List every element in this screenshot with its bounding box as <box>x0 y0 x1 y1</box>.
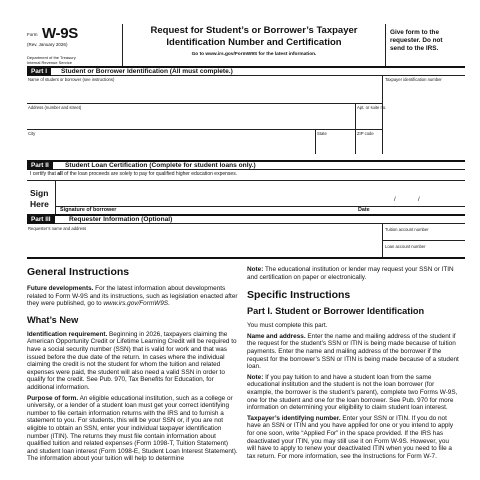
future-developments-paragraph <box>27 285 239 308</box>
tin-label: Taxpayer identification number <box>385 77 442 82</box>
future-text: For the latest information about developments related to Form W-9S and its instructions, such as legislation enacted after they were published, go to <box>27 285 238 308</box>
student-name-label: Name of student or borrower (see instructions) <box>28 77 115 82</box>
department-line: Department of the Treasury <box>27 55 76 60</box>
give-line3: send to the IRS. <box>390 44 439 52</box>
general-instructions-heading: General Instructions <box>27 266 130 278</box>
apt-divider <box>355 103 356 129</box>
identification-paragraph <box>27 331 239 392</box>
part2-title: Student Loan Certification (Complete for student loans only.) <box>65 162 256 169</box>
address-label: Address (number and street) <box>28 105 82 110</box>
signature-label: Signature of borrower <box>60 207 117 213</box>
part3-title: Requester Information (Optional) <box>69 216 173 223</box>
whats-new-heading: What’s New <box>27 314 79 325</box>
form-title-block <box>123 24 385 66</box>
rule-form-bottom <box>27 257 465 259</box>
rule-tuition <box>382 240 465 241</box>
date-slash-2: / <box>418 197 420 203</box>
give-line2: requester. Do not <box>390 36 443 44</box>
apt-field[interactable] <box>357 111 381 129</box>
part1-header <box>27 66 465 76</box>
tin-field[interactable] <box>385 83 465 103</box>
rule-cert-bottom <box>27 180 465 181</box>
city-label: City <box>28 131 36 136</box>
sign-divider <box>55 180 56 214</box>
rule-name-bottom <box>27 103 382 104</box>
future-end: . <box>168 300 170 308</box>
date-slash-1: / <box>394 197 396 203</box>
state-field[interactable] <box>317 137 353 154</box>
note2-bold: Note: <box>247 373 264 381</box>
certify-bold: all <box>57 171 63 177</box>
form-title-line1: Request for Student’s or Borrower’s Taxpayer <box>150 25 358 36</box>
rule-address-bottom <box>27 129 382 130</box>
give-form-notice <box>385 24 465 66</box>
instructions-right-column <box>247 266 459 463</box>
form-title-line2: Identification Number and Certification <box>166 37 342 48</box>
state-divider <box>315 129 316 154</box>
address-field[interactable] <box>28 111 353 129</box>
tuition-account-field[interactable] <box>385 232 465 240</box>
zip-divider <box>355 129 356 154</box>
note2-text: If you pay tuition to and have a student loan from the same educational institution and the student is not the loan borrower (for example, the borrower is the student’s parent), complete two Forms W-9S, one for the student and one for the loan borrower. See Pub. 970 for more information on determining your eligibility to claim student loan interest. <box>247 373 458 412</box>
part1-title: Student or Borrower Identification (All must complete.) <box>61 68 233 75</box>
tin-divider <box>382 76 383 154</box>
certify-suffix: of the loan proceeds are solely to pay for qualified higher education expenses. <box>62 171 238 177</box>
student-name-field[interactable] <box>28 83 381 103</box>
state-label: State <box>317 131 327 136</box>
account-divider <box>382 224 383 258</box>
requester-label: Requester’s name and address <box>28 226 87 231</box>
future-bold: Future developments. <box>27 285 94 292</box>
form-department <box>27 55 122 65</box>
part3-header <box>27 214 465 224</box>
must-complete-text: You must complete this part. <box>247 322 328 330</box>
here-label: Here <box>30 199 49 209</box>
purpose-bold: Purpose of form. <box>27 394 79 402</box>
loan-account-label: Loan account number <box>385 244 426 249</box>
ident-bold: Identification requirement. <box>27 330 108 338</box>
date-label: Date <box>358 207 370 213</box>
loan-account-field[interactable] <box>385 250 465 257</box>
sign-label: Sign <box>30 188 49 198</box>
signature-field[interactable] <box>58 184 348 206</box>
rule-signature <box>56 206 465 207</box>
certify-prefix: I certify that <box>30 171 58 177</box>
note-text: The educational institution or lender may request your SSN or ITIN and certification on paper or electronically. <box>247 266 454 281</box>
name-text: Enter the name and mailing address of the student if the request for the student’s SSN or ITIN is being made because of tuition payments. Enter the name and mailing address of the borrower if the request for the borrower’s SSN or ITIN is being made because of a student loan. <box>247 332 459 371</box>
date-field[interactable] <box>360 184 460 206</box>
requester-field[interactable] <box>28 232 378 256</box>
form-instructions-link: Go to www.irs.gov/FormW9S for the latest information. <box>191 52 317 57</box>
part1-tag: Part I <box>27 68 51 76</box>
note-bold: Note: <box>247 266 264 273</box>
tuition-account-label: Tuition account number <box>385 227 429 232</box>
ident-text: Beginning in 2026, taxpayers claiming the American Opportunity Credit or Lifetime Learning Credit will be required to have a social security number (SSN) that is valid for work and that was issued before the due date of the return. In cases where the individual claiming the credit is not the student for whom the tuition and related expenses were paid, the student will also need a valid SSN in order to qualify for the credit. See Pub. 970, Tax Benefits for Education, for additional information. <box>27 330 237 391</box>
purpose-paragraph <box>27 395 239 463</box>
name-address-paragraph <box>247 333 459 371</box>
form-word: Form <box>27 32 38 37</box>
city-field[interactable] <box>28 137 313 154</box>
zip-field[interactable] <box>357 137 381 154</box>
note2-paragraph <box>247 374 459 412</box>
name-bold: Name and address. <box>247 332 306 340</box>
instructions-left-column <box>27 266 239 466</box>
certification-text <box>30 171 237 177</box>
tin-paragraph <box>247 415 459 461</box>
tin-bold: Taxpayer’s identifying number. <box>247 414 341 422</box>
purpose-text: An eligible educational institution, such as a college or university, or a lender of a student loan must get your correct identifying number to file certain information returns with the IRS and to furnish a statement to you. For students, this will be your SSN or, if you are not eligible to obtain an SSN, enter your individual taxpayer identification number (ITIN). The returns they must file contain information about qualified tuition and related expenses (Form 1098-T, Tuition Statement) and student loan interest (Form 1098-E, Student Loan Interest Statement). The information about your tuition will help to determine <box>27 394 238 463</box>
note-paragraph <box>247 266 459 281</box>
form-revision: (Rev. January 2026) <box>27 42 68 47</box>
part3-tag: Part III <box>27 216 55 224</box>
form-id-block <box>27 24 123 66</box>
give-line1: Give form to the <box>390 29 440 36</box>
part2-tag: Part II <box>27 162 53 170</box>
part1-instructions-heading: Part I. Student or Borrower Identification <box>247 306 425 317</box>
part2-header <box>27 160 465 170</box>
tin-text: Enter your SSN or ITIN. If you do not have an SSN or ITIN and you have applied for one or you intend to apply for one soon, write “Applied For” in the space provided. If the IRS has deactivated your ITIN, you may still use it on Form W-9S. However, you will have to apply to renew your deactivated ITIN when you need to file a tax return. For more information, see the Instructions for Form W-7. <box>247 414 454 460</box>
irs-line: Internal Revenue Service <box>27 60 72 65</box>
form-name: W-9S <box>42 25 78 42</box>
specific-instructions-heading: Specific Instructions <box>247 289 351 302</box>
apt-label: Apt. or suite no. <box>357 105 387 110</box>
zip-label: ZIP code <box>357 131 374 136</box>
future-link[interactable]: www.irs.gov/FormW9S <box>103 300 169 308</box>
